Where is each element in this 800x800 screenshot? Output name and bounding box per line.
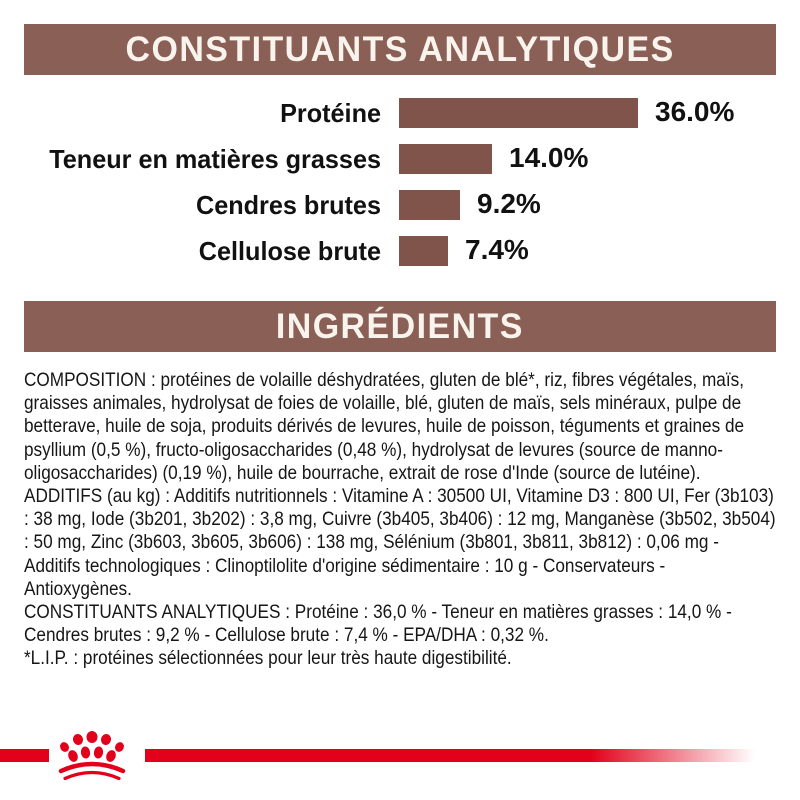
chart-category-label: Cellulose brute: [198, 235, 381, 266]
body-paragraph: COMPOSITION : protéines de volaille déshydratées, gluten de blé*, riz, fibres végétales, maïs, graisses animales, hydrolysat de foies de volaille, blé, gluten de maïs, sels minéraux, pulpe de betterave, huile de soja, produits dérivés de levures, huile de poisson, téguments et graines de psyllium (0,5 %), fructo-oligosaccharides (0,48 %), hydrolysat de levures (source de manno-oligosaccharides) (0,19 %), huile de bourrache, extrait de rose d'Inde (source de lutéine).: [24, 369, 745, 484]
chart-bar: [399, 236, 448, 266]
chart-row: [0, 236, 800, 266]
chart-row: [0, 144, 800, 174]
body-paragraph: ADDITIFS (au kg) : Additifs nutritionnels : Vitamine A : 30500 UI, Vitamine D3 : 800 UI, Fer (3b103) : 38 mg, Iode (3b201, 3b202) : 3,8 mg, Cuivre (3b405, 3b406) : 12 mg, Manganèse (3b502, 3b504) : 50 mg, Zinc (3b603, 3b605, 3b606) : 138 mg, Sélénium (3b801, 3b811, 3b812) : 0,06 mg - Additifs technologiques : Clinoptilolite d'origine sédimentaire : 10 g - Conservateurs - Antioxygènes.: [24, 485, 776, 600]
chart-bar: [399, 144, 492, 174]
analytical-constituents-bar-chart: [0, 0, 800, 300]
chart-category-label: Teneur en matières grasses: [49, 143, 382, 174]
section-title-analytical: CONSTITUANTS ANALYTIQUES: [125, 29, 675, 69]
chart-value-label: 9.2%: [477, 188, 541, 219]
footer-stripe-main: [145, 749, 755, 762]
body-paragraph: *L.I.P. : protéines sélectionnées pour leur très haute digestibilité.: [24, 647, 512, 670]
chart-value-label: 7.4%: [465, 234, 529, 265]
body-paragraph: CONSTITUANTS ANALYTIQUES : Protéine : 36,0 % - Teneur en matières grasses : 14,0 % - Cendres brutes : 9,2 % - Cellulose brute : 7,4 % - EPA/DHA : 0,32 %.: [24, 601, 732, 647]
chart-category-label: Cendres brutes: [195, 189, 381, 220]
section-header-ingredients: [24, 301, 776, 352]
footer-stripe-left: [0, 749, 49, 762]
chart-value-label: 36.0%: [655, 96, 735, 127]
section-title-ingredients: INGRÉDIENTS: [275, 306, 525, 346]
ingredients-paragraphs: [24, 369, 776, 671]
chart-value-label: 14.0%: [509, 142, 589, 173]
chart-category-label: Protéine: [280, 97, 381, 128]
royal-canin-crown-icon: [54, 730, 130, 782]
chart-bar: [399, 98, 638, 128]
ingredients-text-block: [24, 369, 776, 681]
chart-row: [0, 98, 800, 128]
chart-row: [0, 190, 800, 220]
chart-bar: [399, 190, 460, 220]
